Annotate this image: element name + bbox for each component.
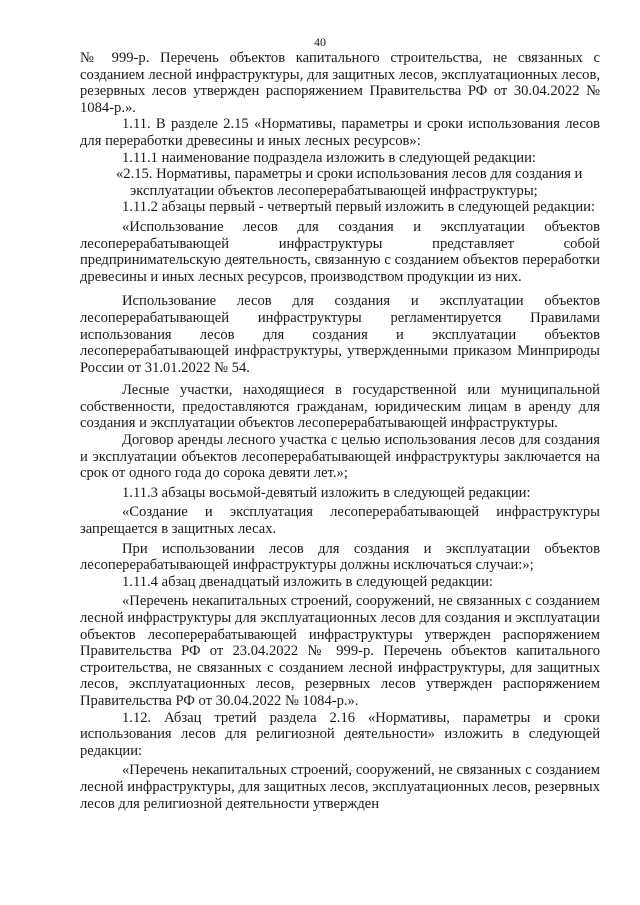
paragraph-p09: Договор аренды лесного участка с целью использования лесов для создания и эксплуатации объектов лесоперерабатывающей инфраструктуры заключается на срок от одного года до сорока девяти лет.»; <box>80 432 600 482</box>
paragraph-p11: «Создание и эксплуатация лесоперерабатывающей инфраструктуры запрещается в защитных лесах. <box>80 504 600 538</box>
paragraph-p07: Использование лесов для создания и эксплуатации объектов лесоперерабатывающей инфраструктуры регламентируется Правилами использования лесов для создания и эксплуатации объектов лесоперерабатывающей инфраструктуры, утвержденными приказом Минприроды России от 31.01.2022 № 54. <box>80 293 600 376</box>
paragraph-p03: 1.11.1 наименование подраздела изложить в следующей редакции: <box>122 149 536 166</box>
paragraph-p15: 1.12. Абзац третий раздела 2.16 «Нормативы, параметры и сроки использования лесов для религиозной деятельности» изложить в следующей редакции: <box>80 709 600 759</box>
paragraph-p04: «2.15. Нормативы, параметры и сроки использования лесов для создания и эксплуатации объектов лесоперерабатывающей инфраструктуры; <box>116 166 583 199</box>
page-number: 40 <box>314 35 326 49</box>
paragraph-p08: Лесные участки, находящиеся в государственной или муниципальной собственности, предоставляются гражданам, юридическим лицам в аренду для создания и эксплуатации объектов лесоперерабатывающей инфраструктуры. <box>80 382 600 432</box>
paragraph-p14: «Перечень некапитальных строений, сооружений, не связанных с созданием лесной инфраструктуры для эксплуатационных лесов для создания и эксплуатации объектов лесоперерабатывающей инфраструктуры утвержден распоряжением Правительства РФ от 23.04.2022 № 999-р. Перечень объектов капитального строительства, не связанных с созданием лесной инфраструктуры, для защитных лесов, эксплуатационных лесов, резервных лесов утвержден распоряжением Правительства РФ от 30.04.2022 № 1084-р.». <box>80 593 600 709</box>
document-body <box>80 50 600 812</box>
paragraph-p05: 1.11.2 абзацы первый - четвертый первый изложить в следующей редакции: <box>122 199 596 216</box>
paragraph-p01: № 999-р. Перечень объектов капитального строительства, не связанных с созданием лесной инфраструктуры, для защитных лесов, эксплуатационных лесов, резервных лесов утвержден распоряжением Правительства РФ от 30.04.2022 № 1084-р.». <box>80 50 600 116</box>
paragraph-p10: 1.11.3 абзацы восьмой-девятый изложить в следующей редакции: <box>122 484 531 501</box>
paragraph-p16: «Перечень некапитальных строений, сооружений, не связанных с созданием лесной инфраструктуры, для защитных лесов, эксплуатационных лесов, резервных лесов для религиозной деятельности утвержден <box>80 762 600 812</box>
paragraph-p13: 1.11.4 абзац двенадцатый изложить в следующей редакции: <box>122 573 493 590</box>
paragraph-p12: При использовании лесов для создания и эксплуатации объектов лесоперерабатывающей инфраструктуры должны исключаться случаи:»; <box>80 540 600 574</box>
paragraph-p02: 1.11. В разделе 2.15 «Нормативы, параметры и сроки использования лесов для переработки древесины и иных лесных ресурсов»: <box>80 116 600 149</box>
paragraph-p06: «Использование лесов для создания и эксплуатации объектов лесоперерабатывающей инфраструктуры представляет собой предпринимательскую деятельность, связанную с созданием объектов переработки древесины и иных лесных ресурсов, производством продукции из них. <box>80 218 600 285</box>
